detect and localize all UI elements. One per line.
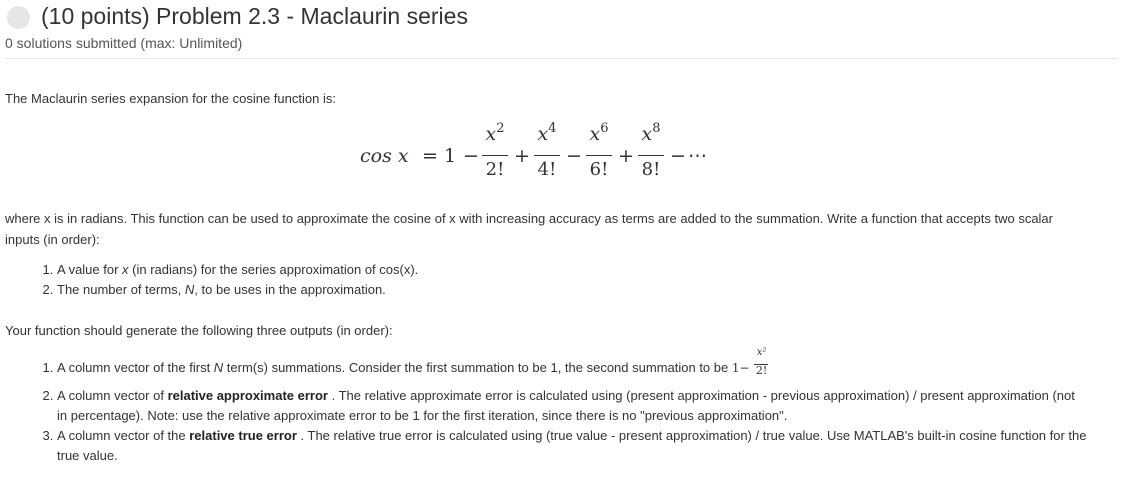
- eq-equals: =: [422, 145, 438, 167]
- eq-ellipsis: ⋯: [688, 145, 707, 167]
- list-item: 2. A column vector of relative approximate error . The relative approximate error is calculated using (present approximation - previous approximation) / present approximation (not in percentage). Note: use the relative approximate error to be 1 for the first iteration, since there is no "previous approximation".: [57, 386, 1087, 426]
- eq-op: −: [670, 145, 686, 167]
- status-circle-icon: [7, 6, 30, 29]
- inline-fraction: $\frac{\text{x²}}{2!}$: [752, 352, 772, 380]
- inputs-list: [42, 260, 1097, 300]
- inline-math-minus: −: [739, 361, 750, 375]
- eq-op: −: [566, 145, 582, 167]
- list-item: 1. A column vector of the first N term(s) summations. Consider the first summation to be 1, the second summation to be 1− $\frac{\text{x²}}{2!}$: [57, 350, 1087, 386]
- list-item: 3. A column vector of the relative true error . The relative true error is calculated using (true value - present approximation) / true value. Use MATLAB's built-in cosine function for the true value.: [57, 426, 1087, 466]
- outputs-list: [42, 347, 1087, 466]
- eq-op: +: [618, 145, 634, 167]
- problem-description: where x is in radians. This function can be used to approximate the cosine of x with increasing accuracy as terms are added to the summation. Write a function that accepts two scalar inputs (in order):: [5, 211, 1053, 247]
- list-item: 1. A value for x (in radians) for the series approximation of cos(x).: [57, 260, 1097, 280]
- eq-lhs: cos x: [360, 145, 409, 167]
- intro-text: The Maclaurin series expansion for the cosine function is:: [5, 91, 336, 106]
- eq-op: −: [463, 145, 479, 167]
- maclaurin-equation: cos x = 1 − $x^2$ 2! + $x^4$ 4! − $x^6$ 6! + $x^8$ 8! − ⋯: [360, 121, 707, 180]
- eq-op: +: [514, 145, 530, 167]
- outputs-intro: Your function should generate the following three outputs (in order):: [5, 323, 393, 338]
- list-item: 2. The number of terms, N, to be uses in the approximation.: [57, 280, 1097, 300]
- eq-one: 1: [444, 145, 457, 167]
- submission-count: 0 solutions submitted (max: Unlimited): [5, 35, 243, 51]
- divider: [5, 58, 1118, 59]
- inline-math-one: 1: [731, 361, 740, 375]
- problem-title: (10 points) Problem 2.3 - Maclaurin series: [41, 3, 468, 29]
